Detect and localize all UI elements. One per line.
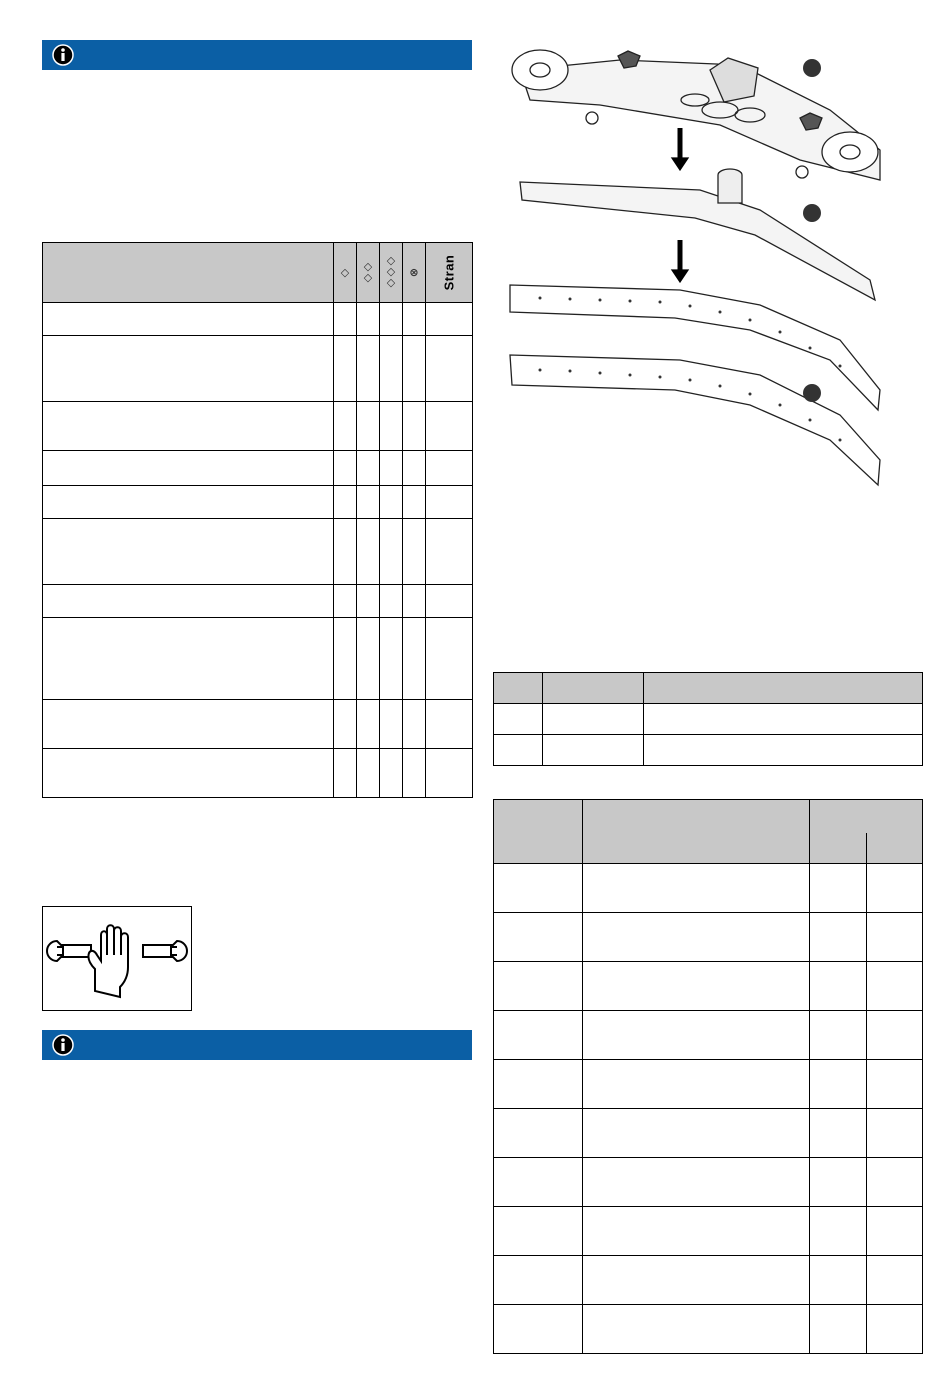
maintenance-table: [42, 242, 473, 798]
info-icon: [52, 1034, 74, 1056]
protective-glove-wrench-icon: [42, 906, 192, 1011]
table-row: [494, 1109, 923, 1158]
table-row: [494, 1256, 923, 1305]
table-row: [494, 1060, 923, 1109]
squeegee-assembly-illustration: [500, 40, 910, 500]
table-row: [494, 913, 923, 962]
table-row: [494, 1207, 923, 1256]
table-row: [494, 1011, 923, 1060]
table-row: [43, 451, 473, 486]
weekly-column-header: ◇ ◇: [357, 243, 380, 303]
table-row: [494, 704, 923, 735]
table-row: [43, 519, 473, 585]
info-bar-top: [42, 40, 472, 70]
daily-column-header: ◇: [334, 243, 357, 303]
table-row: [43, 749, 473, 798]
troubleshooting-table-header: [494, 800, 923, 864]
info-icon: [52, 44, 74, 66]
task-column-header: [43, 243, 334, 303]
table-row: [43, 336, 473, 402]
table-row: [43, 618, 473, 700]
table-row: [494, 735, 923, 766]
table-row: [43, 700, 473, 749]
troubleshooting-table: [493, 799, 923, 1354]
parts-table-header: [494, 673, 923, 704]
maintenance-table-header: [43, 243, 473, 303]
table-row: [494, 1158, 923, 1207]
info-bar-bottom: [42, 1030, 472, 1060]
table-row: [43, 402, 473, 451]
table-row: [494, 864, 923, 913]
table-row: [43, 303, 473, 336]
table-row: [494, 962, 923, 1011]
parts-table: [493, 672, 923, 766]
table-row: [43, 585, 473, 618]
table-row: [494, 1305, 923, 1354]
table-row: [43, 486, 473, 519]
page-column-header: Stran: [426, 243, 473, 303]
service-column-header: ⊗: [403, 243, 426, 303]
monthly-column-header: ◇ ◇ ◇: [380, 243, 403, 303]
